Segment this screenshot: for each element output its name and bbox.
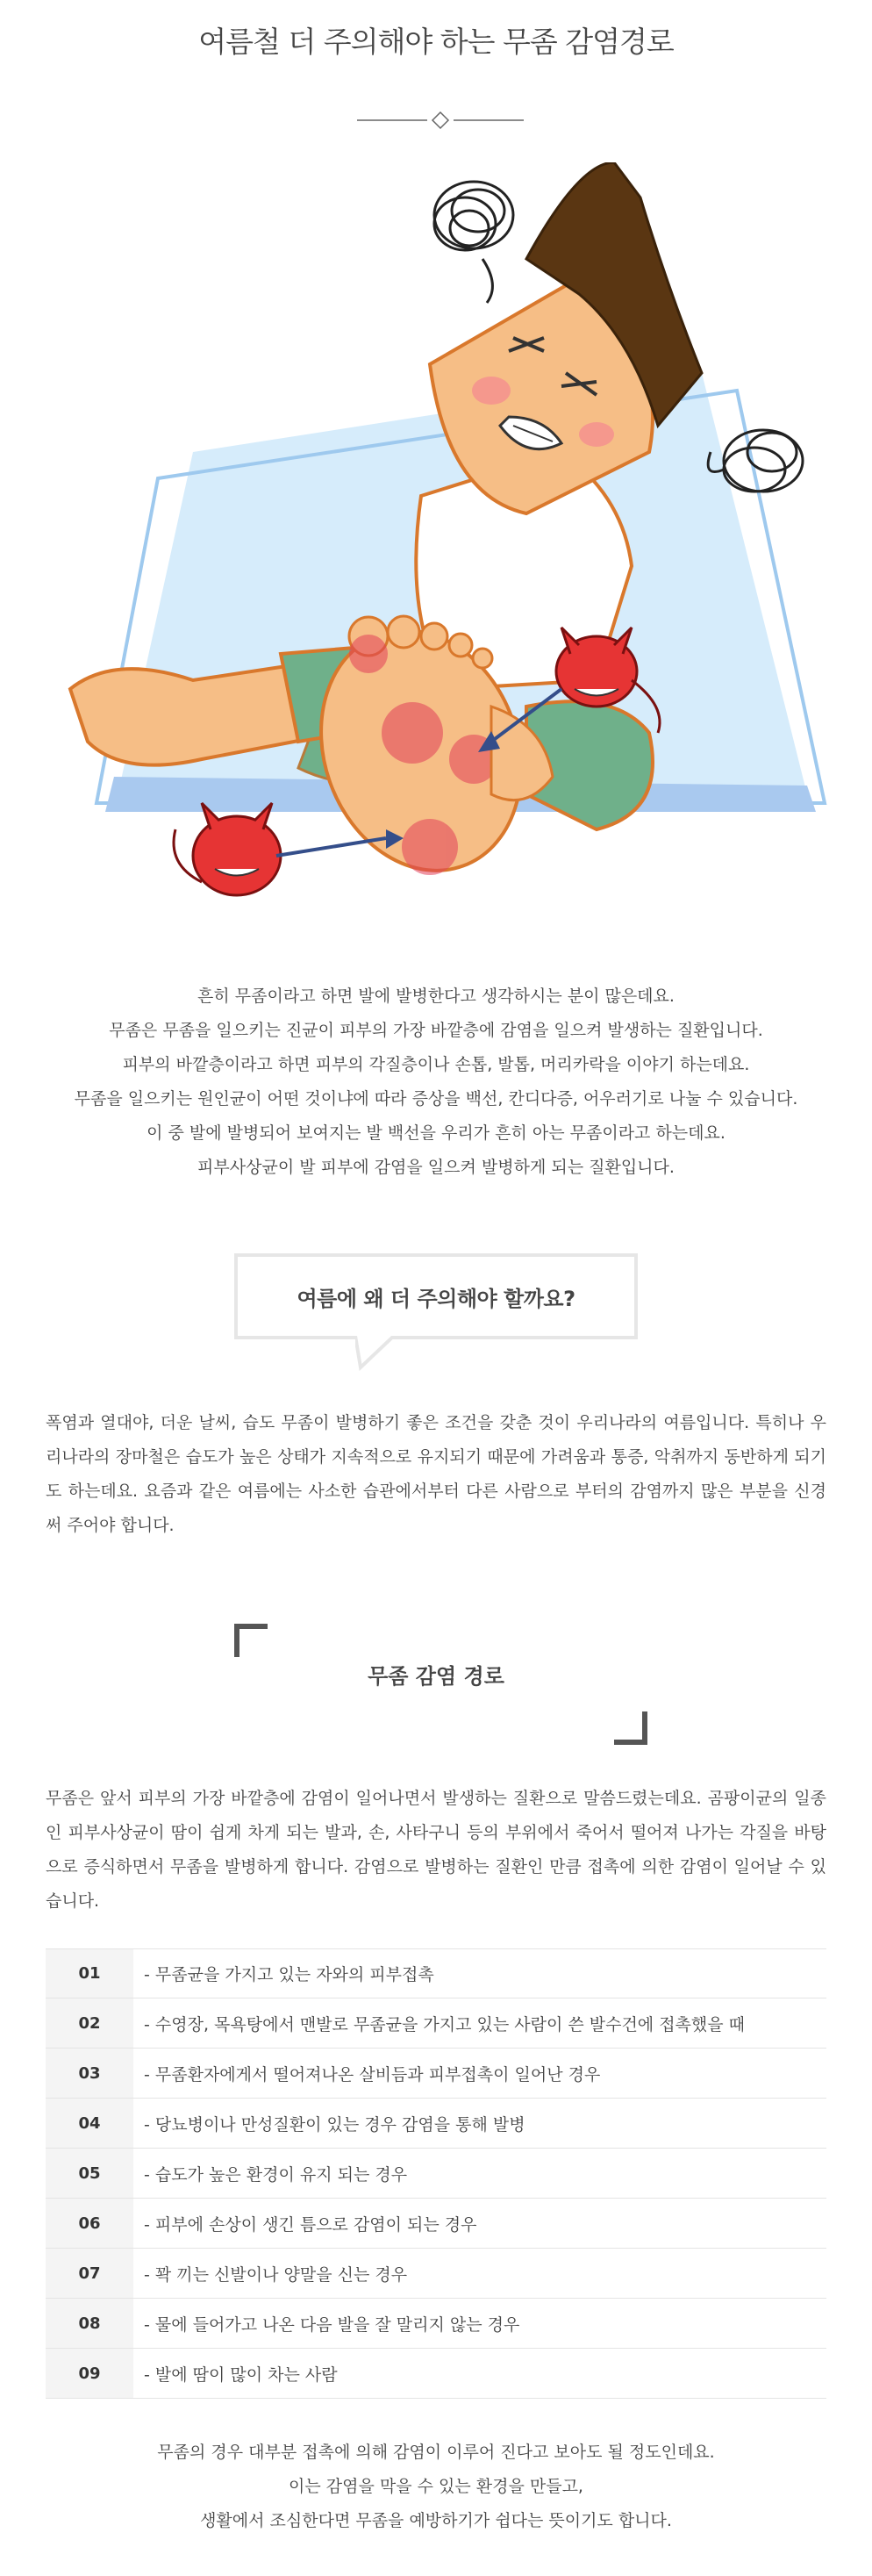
outro-paragraph [0, 2436, 872, 2538]
route-number: 08 [46, 2299, 133, 2348]
route-number: 02 [46, 1998, 133, 2048]
table-row [46, 2149, 826, 2199]
route-description: - 물에 들어가고 나온 다음 발을 잘 말리지 않는 경우 [144, 2314, 520, 2335]
table-row [46, 1948, 826, 1998]
route-description: - 수영장, 목욕탕에서 맨발로 무좀균을 가지고 있는 사람이 쓴 발수건에 접촉했을 때 [144, 2014, 746, 2034]
section-bracket-top-left [234, 1624, 268, 1657]
outro-line: 무좀의 경우 대부분 접촉에 의해 감염이 이루어 진다고 보아도 될 정도인데요. [157, 2443, 715, 2462]
infection-route-table [46, 1948, 826, 2399]
route-number: 05 [46, 2149, 133, 2198]
summer-paragraph: 폭염과 열대야, 더운 날씨, 습도 무좀이 발병하기 좋은 조건을 갖춘 것이 우리나라의 여름입니다. 특히나 우리나라의 장마철은 습도가 높은 상태가 지속적으로 유지되기 때문에 가려움과 통증, 악취까지 동반하게 되기도 하는데요. 요즘과 같은 여름에는 사소한 습관에서부터 다른 사람으로 부터의 감염까지 많은 부분을 신경 써 주어야 합니다. [46, 1413, 826, 1535]
intro-line: 무좀을 일으키는 원인균이 어떤 것이냐에 따라 증상을 백선, 칸디다증, 어우러기로 나눌 수 있습니다. [74, 1089, 798, 1109]
germ-devil-left [174, 803, 281, 895]
outro-line: 이는 감염을 막을 수 있는 환경을 만들고, [289, 2477, 583, 2496]
route-description: - 당뇨병이나 만성질환이 있는 경우 감염을 통해 발병 [144, 2114, 525, 2135]
table-row [46, 2299, 826, 2349]
intro-line: 무좀은 무좀을 일으키는 진균이 피부의 가장 바깥층에 감염을 일으켜 발생하는 질환입니다. [109, 1021, 763, 1040]
section-bracket-bottom-right [614, 1711, 647, 1745]
table-row [46, 1998, 826, 2049]
page-title: 여름철 더 주의해야 하는 무좀 감염경로 [198, 25, 674, 59]
intro-line: 흔히 무좀이라고 하면 발에 발병한다고 생각하시는 분이 많은데요. [197, 987, 675, 1006]
table-row [46, 2199, 826, 2249]
question-heading: 여름에 왜 더 주의해야 할까요? [297, 1286, 575, 1311]
route-description: - 무좀환자에게서 떨어져나온 살비듬과 피부접촉이 일어난 경우 [144, 2064, 601, 2084]
outro-line: 생활에서 조심한다면 무좀을 예방하기가 쉽다는 뜻이기도 합니다. [200, 2511, 672, 2530]
table-row [46, 2249, 826, 2299]
title-divider [357, 110, 524, 131]
route-number: 01 [46, 1949, 133, 1998]
route-description: - 무좀균을 가지고 있는 자와의 피부접촉 [144, 1965, 434, 1984]
intro-paragraph [0, 979, 872, 1185]
route-intro-paragraph: 무좀은 앞서 피부의 가장 바깥층에 감염이 일어나면서 발생하는 질환으로 말씀드렸는데요. 곰팡이균의 일종인 피부사상균이 땀이 쉽게 차게 되는 발과, 손, 사타구니 등의 부위에서 죽어서 떨어져 나가는 각질을 바탕으로 증식하면서 무좀을 발병하게 합니다. 감염으로 발병하는 질환인 만큼 접촉에 의한 감염이 일어날 수 있습니다. [46, 1789, 826, 1911]
table-row [46, 2349, 826, 2399]
route-description: - 꽉 끼는 신발이나 양말을 신는 경우 [144, 2264, 408, 2285]
route-number: 07 [46, 2249, 133, 2298]
route-description: - 습도가 높은 환경이 유지 되는 경우 [144, 2164, 408, 2185]
table-row [46, 2099, 826, 2149]
intro-line: 이 중 발에 발병되어 보여지는 발 백선을 우리가 흔히 아는 무좀이라고 하는데요. [147, 1123, 725, 1143]
section-title: 무좀 감염 경로 [368, 1664, 504, 1689]
stress-scribble-left [434, 182, 513, 303]
intro-line: 피부사상균이 발 피부에 감염을 일으켜 발병하게 되는 질환입니다. [197, 1158, 675, 1177]
question-speech-bubble [234, 1253, 638, 1339]
table-row [46, 2049, 826, 2099]
route-description: - 발에 땀이 많이 차는 사람 [144, 2364, 338, 2385]
intro-line: 피부의 바깥층이라고 하면 피부의 각질층이나 손톱, 발톱, 머리카락을 이야기 하는데요. [122, 1055, 750, 1074]
route-number: 04 [46, 2099, 133, 2148]
route-number: 03 [46, 2049, 133, 2098]
route-number: 06 [46, 2199, 133, 2248]
route-description: - 피부에 손상이 생긴 틈으로 감염이 되는 경우 [144, 2214, 477, 2235]
speech-bubble-tail [355, 1336, 408, 1371]
athletes-foot-illustration [35, 162, 837, 961]
route-number: 09 [46, 2349, 133, 2398]
